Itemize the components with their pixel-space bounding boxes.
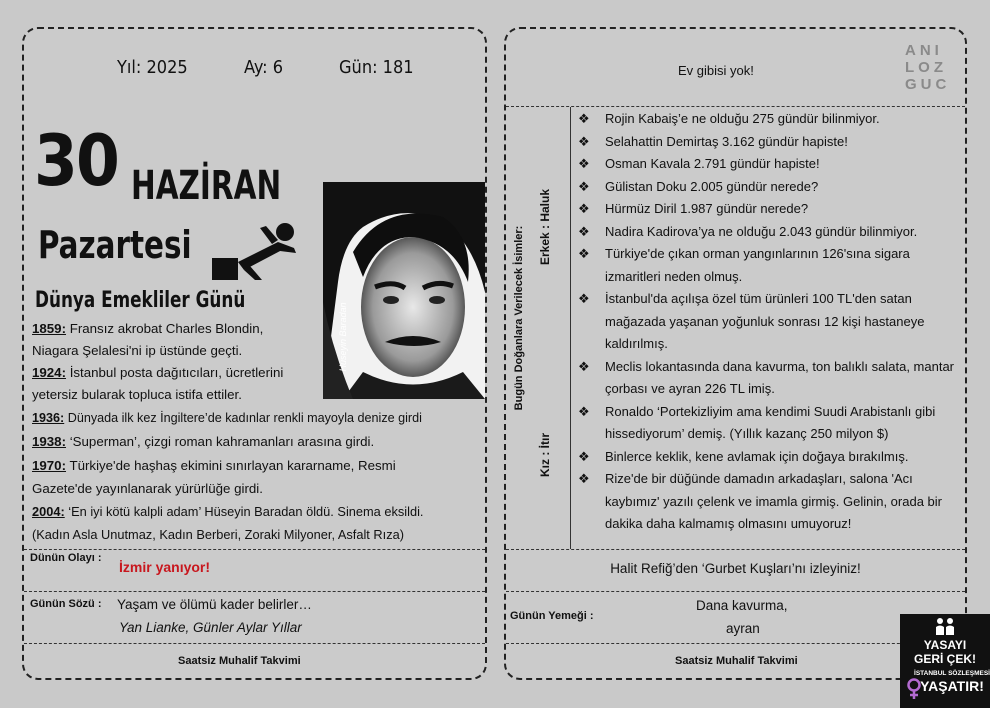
campaign-badge (900, 614, 990, 708)
divider (506, 591, 965, 592)
event-line: 1970: Türkiye'de haşhaş ekimini sınırlayan kararname, Resmi (32, 458, 396, 473)
quote-label: Günün Sözü : (30, 598, 102, 610)
event-line: Niagara Şelalesi'ni ip üstünde geçti. (32, 343, 243, 358)
event-line: yetersiz bularak topluca istifa ettiler. (32, 387, 242, 402)
event-line: 1924: İstanbul posta dağıtıcıları, ücretlerini (32, 365, 284, 380)
news-item: ❖ Türkiye'de çıkan orman yangınlarının 126'sına sigara izmaritleri neden olmuş. (575, 243, 960, 288)
film-recommendation: Halit Refiğ’den ‘Gurbet Kuşları’nı izleyiniz! (610, 561, 861, 576)
meal-label: Günün Yemeği : (510, 610, 594, 622)
logo-line: LOZ (905, 59, 947, 76)
badge-line: YAŞATIR! (920, 678, 984, 694)
day-number: 30 (34, 120, 119, 202)
badge-line: İSTANBUL SÖZLEŞMESİ (914, 670, 990, 677)
quote-text: Yaşam ve ölümü kader belirler… (117, 597, 312, 612)
divider (24, 591, 485, 592)
divider (506, 643, 965, 644)
right-footer: Saatsiz Muhalif Takvimi (675, 655, 798, 667)
news-item: ❖ Meclis lokantasında dana kavurma, ton balıklı salata, mantar çorbası ve ayran 226 TL imiş. (575, 356, 960, 401)
reclining-person-icon (210, 218, 302, 283)
venus-icon (906, 678, 922, 700)
quote-source: Yan Lianke, Günler Aylar Yıllar (119, 620, 302, 635)
event-of-day-value: İzmir yanıyor! (119, 559, 211, 575)
news-item: ❖ Ronaldo ‘Portekizliyim ama kendimi Suudi Arabistanlı gibi hissediyorum’ demiş. (Yıllık kazanç 250 milyon $) (575, 401, 960, 446)
observance-title: Dünya Emekliler Günü (35, 288, 246, 313)
logo-line: GUC (905, 76, 951, 93)
divider (24, 643, 485, 644)
news-item: ❖ İstanbul'da açılışa özel tüm ürünleri 100 TL'den satan mağazada yaşanan yoğunluk sonrası 12 kişi hastaneye kaldırılmış. (575, 288, 960, 356)
badge-line: GERİ ÇEK! (913, 652, 976, 666)
month-name: HAZİRAN (131, 163, 282, 209)
news-item: ❖ Rojin Kabaiş’e ne olduğu 275 gündür bilinmiyor. (575, 108, 960, 131)
weekday: Pazartesi (38, 223, 192, 267)
year-label: Yıl: 2025 (117, 57, 188, 78)
news-item: ❖ Binlerce keklik, kene avlamak için doğaya bırakılmış. (575, 446, 960, 469)
news-list (575, 108, 960, 536)
male-name: Erkek : Haluk (538, 188, 552, 266)
logo-line: ANI (905, 42, 943, 59)
event-of-day-label: Dünün Olayı : (30, 552, 102, 564)
day-of-year-label: Gün: 181 (339, 57, 414, 78)
news-item: ❖ Selahattin Demirtaş 3.162 gündür hapiste! (575, 131, 960, 154)
news-item: ❖ Hürmüz Diril 1.987 gündür nerede? (575, 198, 960, 221)
names-label: Bugün Doğanlara Verilecek İsimler: (513, 225, 525, 411)
divider (506, 549, 965, 550)
people-icon (934, 617, 956, 635)
event-line: 1936: Dünyada ilk kez İngiltere’de kadınlar renkli mayoyla denize girdi (32, 411, 422, 425)
news-item: ❖ Osman Kavala 2.791 gündür hapiste! (575, 153, 960, 176)
meal-line-1: Dana kavurma, (696, 598, 788, 613)
left-footer: Saatsiz Muhalif Takvimi (178, 655, 301, 667)
event-line: (Kadın Asla Unutmaz, Kadın Berberi, Zoraki Milyoner, Asfalt Rıza) (32, 527, 404, 542)
photo-caption: Hüseyin Baradan (338, 302, 348, 372)
divider (506, 106, 965, 107)
right-header: Ev gibisi yok! (678, 63, 754, 78)
column-divider (570, 107, 571, 549)
news-item: ❖ Rize'de bir düğünde damadın arkadaşları, salona 'Acı kaybımız' yazılı çelenk ve imamla girmiş. Gelinin, orada bir dakika daha kalmamış olmasını umuyoruz! (575, 468, 960, 536)
badge-line: YASAYI (923, 638, 967, 652)
divider (24, 549, 485, 550)
news-item: ❖ Nadira Kadirova’ya ne olduğu 2.043 gündür bilinmiyor. (575, 221, 960, 244)
news-item: ❖ Gülistan Doku 2.005 gündür nerede? (575, 176, 960, 199)
month-label: Ay: 6 (244, 57, 284, 78)
logo (905, 42, 950, 93)
event-line: 1938: ‘Superman’, çizgi roman kahramanları arasına girdi. (32, 434, 375, 449)
event-line: 2004: ‘En iyi kötü kalpli adam’ Hüseyin Baradan öldü. Sinema eksildi. (32, 504, 424, 519)
event-line: 1859: Fransız akrobat Charles Blondin, (32, 321, 264, 336)
meal-line-2: ayran (726, 621, 760, 636)
event-line: Gazete'de yayınlanarak yürürlüğe girdi. (32, 481, 263, 496)
female-name: Kız : İtır (538, 433, 552, 477)
